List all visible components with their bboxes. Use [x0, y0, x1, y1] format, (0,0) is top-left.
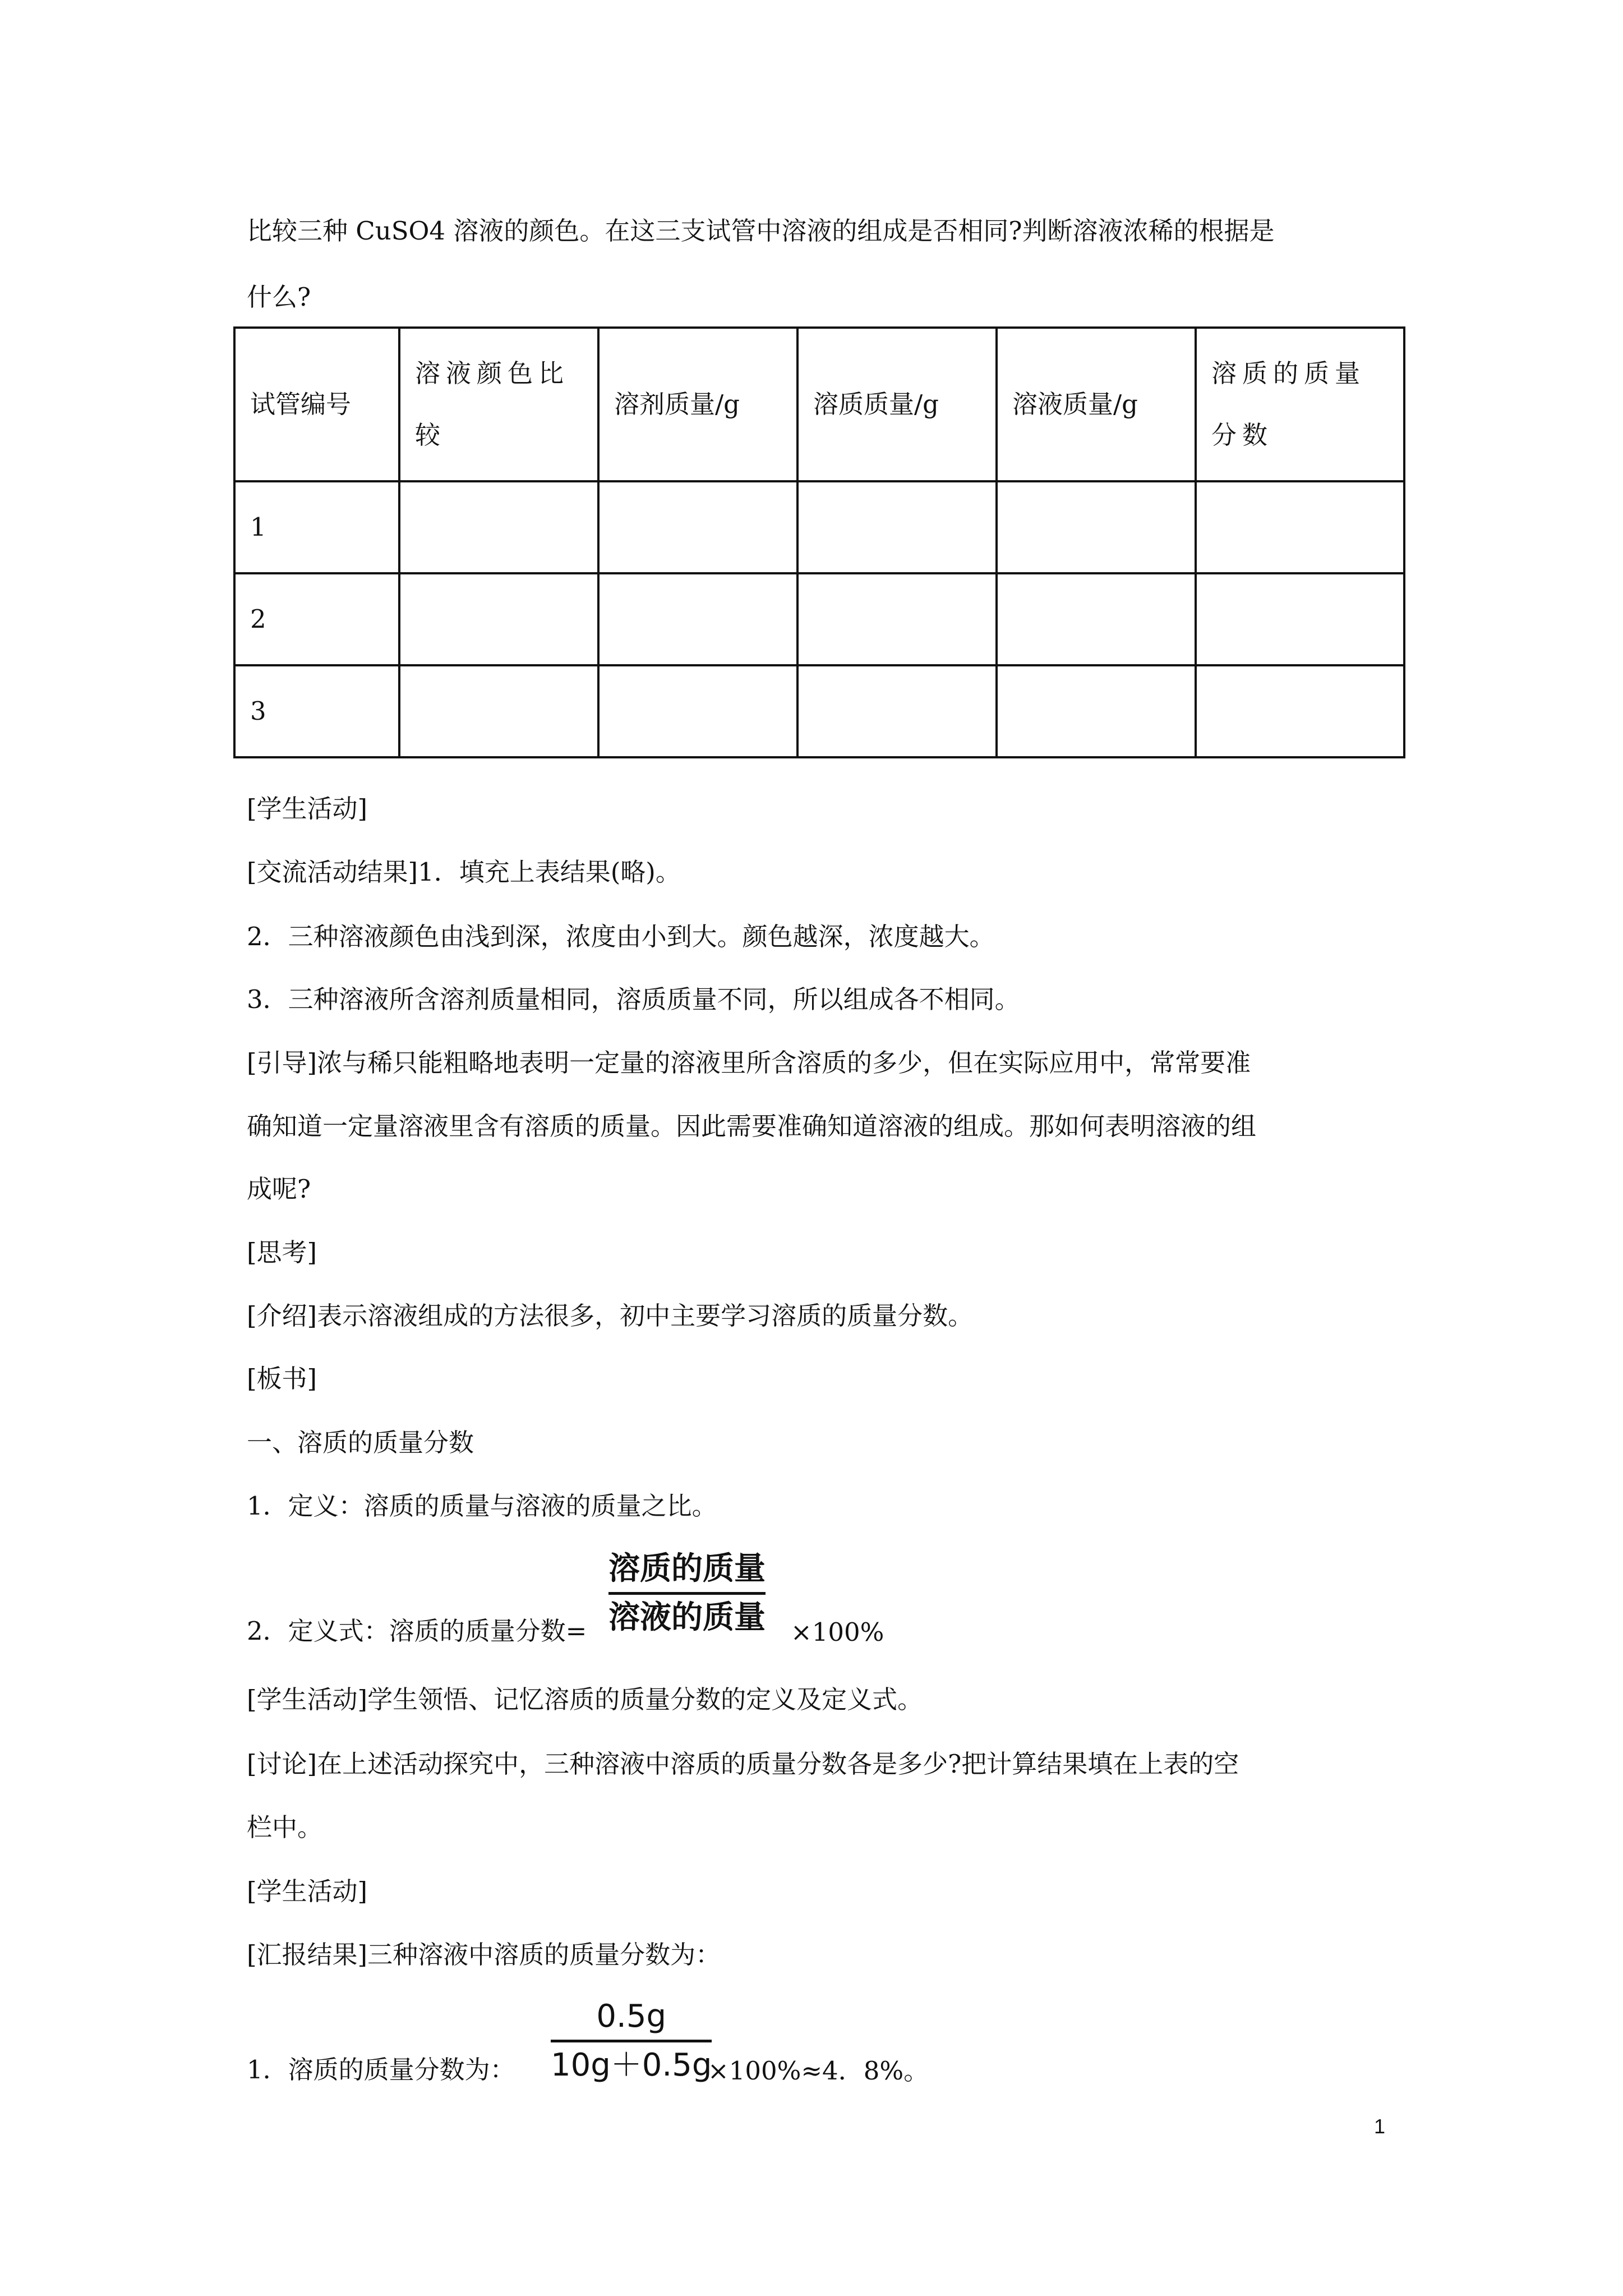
header-cell: 试管编号 [234, 328, 399, 481]
table-cell [997, 573, 1196, 665]
paragraph: [学生活动]学生领悟、记忆溶质的质量分数的定义及定义式。 [247, 1685, 923, 1714]
formula2-fraction [551, 1997, 712, 2085]
fraction-bar [608, 1592, 766, 1595]
section-heading: 一、溶质的质量分数 [247, 1428, 474, 1457]
table-row [234, 665, 1404, 757]
table-cell [598, 481, 797, 573]
table-cell: 2 [234, 573, 399, 665]
formula1-prefix: 2．定义式：溶质的质量分数= [247, 1616, 587, 1646]
paragraph: 3．三种溶液所含溶剂质量相同，溶质质量不同，所以组成各不相同。 [247, 984, 1020, 1014]
table-row [234, 481, 1404, 573]
paragraph: [思考] [247, 1237, 317, 1267]
table-cell [997, 481, 1196, 573]
paragraph: 确知道一定量溶液里含有溶质的质量。因此需要准确知道溶液的组成。那如何表明溶液的组 [247, 1111, 1257, 1141]
formula1-fraction [608, 1549, 766, 1637]
table-cell [997, 665, 1196, 757]
formula1-numerator: 溶质的质量 [608, 1550, 766, 1587]
header-cell: 溶液颜色比较 [399, 328, 598, 481]
table-cell [399, 481, 598, 573]
table-cell [399, 665, 598, 757]
table-cell [598, 573, 797, 665]
table-cell [797, 481, 997, 573]
table-row [234, 573, 1404, 665]
intro-line-2: 什么? [247, 282, 311, 312]
formula1-suffix: ×100% [791, 1617, 884, 1647]
paragraph: [讨论]在上述活动探究中，三种溶液中溶质的质量分数各是多少?把计算结果填在上表的空 [247, 1749, 1239, 1779]
header-cell: 溶质的质量分数 [1196, 328, 1404, 481]
paragraph: 1．定义：溶质的质量与溶液的质量之比。 [247, 1491, 717, 1521]
paragraph: [引导]浓与稀只能粗略地表明一定量的溶液里所含溶质的多少，但在实际应用中，常常要准 [247, 1048, 1251, 1078]
comparison-table [233, 326, 1405, 758]
table-cell [797, 665, 997, 757]
paragraph: 2．三种溶液颜色由浅到深，浓度由小到大。颜色越深，浓度越大。 [247, 922, 995, 951]
paragraph: [汇报结果]三种溶液中溶质的质量分数为： [247, 1940, 721, 1970]
table-cell [1196, 573, 1404, 665]
formula2-suffix: ×100%≈4．8%。 [708, 2056, 929, 2086]
intro-line-1: 比较三种 CuSO4 溶液的颜色。在这三支试管中溶液的组成是否相同?判断溶液浓稀的根据是 [247, 216, 1275, 246]
table-header-row [234, 328, 1404, 481]
table-cell [797, 573, 997, 665]
header-cell: 溶质质量/g [797, 328, 997, 481]
formula2-prefix: 1．溶质的质量分数为： [247, 2055, 515, 2085]
formula1-denominator: 溶液的质量 [608, 1599, 766, 1636]
header-cell: 溶剂质量/g [598, 328, 797, 481]
table-cell [399, 573, 598, 665]
table-cell: 3 [234, 665, 399, 757]
formula2-denominator: 10g＋0.5g [551, 2047, 712, 2083]
table-cell [598, 665, 797, 757]
table-cell [1196, 665, 1404, 757]
paragraph: [板书] [247, 1364, 317, 1393]
page-number: 1 [1374, 2115, 1386, 2138]
table-cell: 1 [234, 481, 399, 573]
header-cell: 溶液质量/g [997, 328, 1196, 481]
formula2-numerator: 0.5g [596, 1998, 667, 2035]
paragraph: [介绍]表示溶液组成的方法很多，初中主要学习溶质的质量分数。 [247, 1301, 974, 1331]
fraction-bar [551, 2040, 712, 2042]
paragraph: 成呢? [247, 1174, 311, 1204]
paragraph: 栏中。 [247, 1812, 323, 1842]
paragraph: [学生活动] [247, 1876, 368, 1906]
table-cell [1196, 481, 1404, 573]
paragraph: [学生活动] [247, 794, 368, 823]
paragraph: [交流活动结果]1．填充上表结果(略)。 [247, 857, 681, 887]
